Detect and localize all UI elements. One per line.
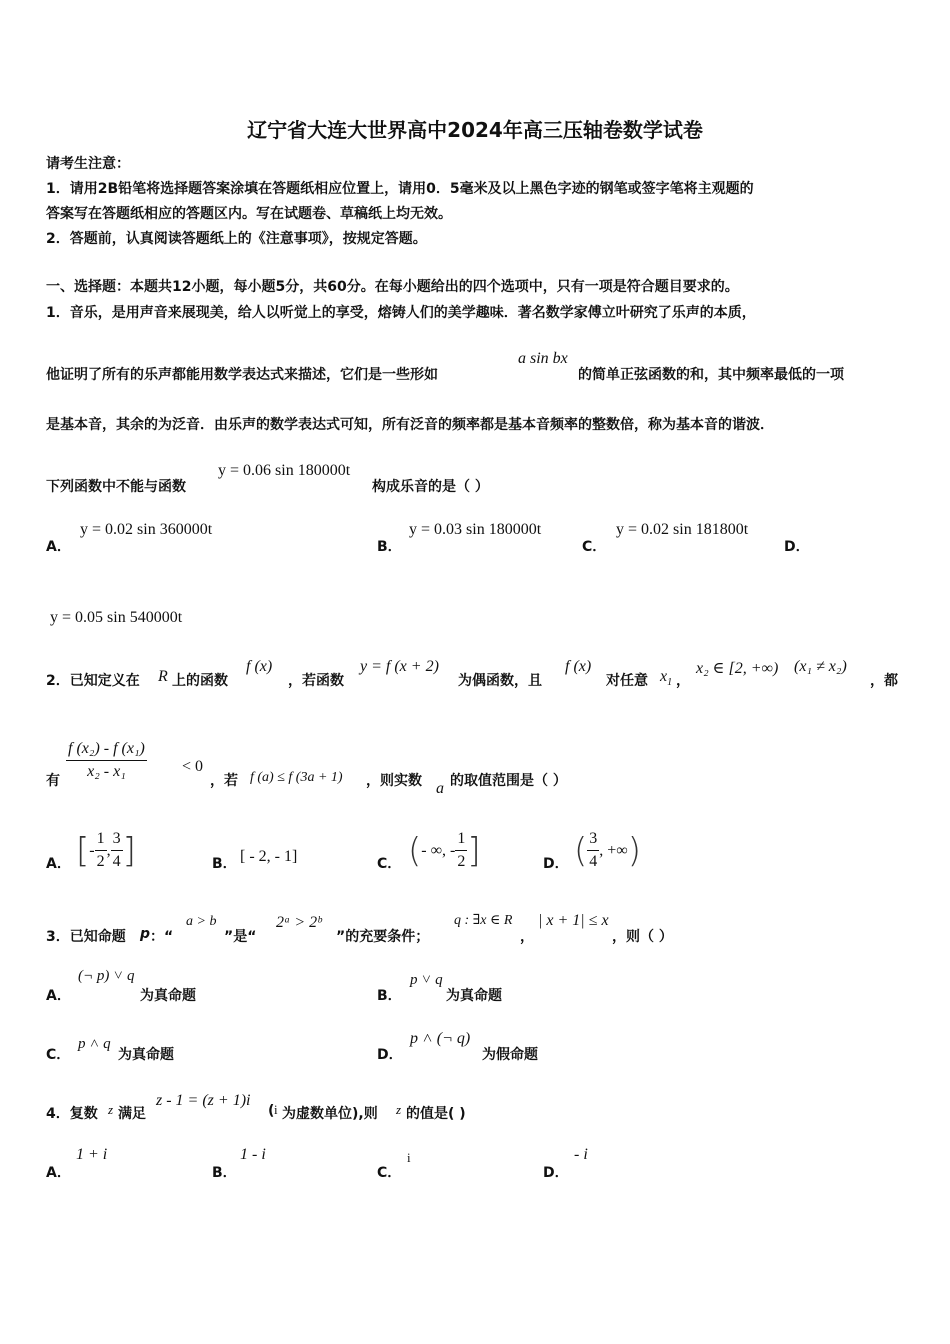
q3-a-gt-b: a > b [186, 914, 217, 929]
q1-option-c-label: C． [582, 539, 607, 555]
q4-t2: 满足 [118, 1106, 146, 1122]
q2-ineq: f (a) ≤ f (3a + 1) [250, 770, 343, 785]
q2-a: a [436, 780, 444, 797]
q4-option-b-expr: 1 - i [240, 1146, 266, 1163]
q3-option-d-label: D． [377, 1047, 403, 1063]
q4-option-d-expr: - i [574, 1146, 588, 1163]
q3-option-c-expr: p ˄ q [78, 1036, 111, 1052]
q2-option-b-expr: [ - 2, - 1] [240, 848, 298, 865]
q1-formula-asin: a sin bx [518, 350, 568, 367]
notice-heading: 请考生注意： [46, 156, 130, 172]
q4-equation: z - 1 = (z + 1)i [156, 1092, 251, 1109]
q2-t3: ，若函数 [288, 673, 344, 689]
q2-t2: 上的函数 [172, 673, 228, 689]
q1-line-2b: 的简单正弦函数的和，其中频率最低的一项 [578, 367, 844, 383]
q2-R: R [158, 668, 168, 685]
q2-t9: ，则实数 [366, 773, 422, 789]
q2-t5: 对任意 [606, 673, 648, 689]
q4-option-d-label: D． [543, 1165, 569, 1181]
q1-line-4b: 构成乐音的是（ ） [372, 479, 489, 495]
q1-option-a-expr: y = 0.02 sin 360000t [80, 521, 213, 538]
q3-option-b-label: B． [377, 988, 402, 1004]
q4-option-a-expr: 1 + i [76, 1146, 108, 1163]
q4-t1: 4．复数 [46, 1106, 98, 1122]
q3-t1: 3．已知命题 [46, 929, 126, 945]
q3-q: q : ∃x ∈ R [454, 913, 513, 928]
q4-i: i [274, 1102, 278, 1117]
q4-t3: ( [268, 1103, 275, 1119]
q3-t4: ”的充要条件； [336, 929, 430, 945]
q3-option-b-text: 为真命题 [446, 988, 502, 1004]
q3-p: p [140, 926, 151, 942]
q4-option-c-label: C． [377, 1165, 402, 1181]
q4-z: z [108, 1102, 114, 1117]
q3-t3: ”是“ [224, 929, 257, 945]
q3-abs: | x + 1| ≤ x [538, 912, 609, 929]
q2-fx: f (x) [246, 658, 273, 675]
q2-x1: $x_1$ [660, 668, 673, 689]
q2-lt0: < 0 [182, 758, 204, 775]
q2-t8: ，若 [210, 773, 238, 789]
q2-t10: 的取值范围是（ ） [450, 773, 567, 789]
q3-option-d-expr: p ˄ (¬ q) [410, 1030, 471, 1047]
q3-pow: 2ᵃ > 2ᵇ [276, 914, 322, 931]
q3-option-c-text: 为真命题 [118, 1047, 174, 1063]
q1-option-a-label: A． [46, 539, 71, 555]
notice-line-2: 2．答题前，认真阅读答题纸上的《注意事项》，按规定答题。 [46, 231, 427, 247]
q4-option-b-label: B． [212, 1165, 237, 1181]
q2-x2-set: x₂ ∈ [2, +∞) [696, 660, 779, 677]
q1-line-1: 1．音乐，是用声音来展现美，给人以听觉上的享受，熔铸人们的美学趣味．著名数学家傅立叶研究了乐声的本质， [46, 305, 756, 321]
q2-t1: 2．已知定义在 [46, 673, 140, 689]
q1-line-4a: 下列函数中不能与函数 [46, 479, 186, 495]
q2-option-a-label: A． [46, 856, 71, 872]
q1-formula-main: y = 0.06 sin 180000t [218, 462, 351, 479]
q2-comma: ， [676, 673, 690, 689]
q3-option-b-expr: p ˅ q [410, 972, 443, 988]
q4-t5: 的值是( ) [406, 1106, 466, 1122]
q1-option-d-expr: y = 0.05 sin 540000t [50, 609, 183, 626]
q2-option-c-label: C． [377, 856, 402, 872]
q2-option-b-label: B． [212, 856, 237, 872]
q3-option-c-label: C． [46, 1047, 71, 1063]
q2-yfx2: y = f (x + 2) [360, 658, 439, 675]
q1-option-b-expr: y = 0.03 sin 180000t [409, 521, 542, 538]
q2-t7: 有 [46, 773, 60, 789]
q3-option-a-label: A． [46, 988, 71, 1004]
notice-line-1b: 答案写在答题纸相应的答题区内。写在试题卷、草稿纸上均无效。 [46, 206, 452, 222]
q1-option-c-expr: y = 0.02 sin 181800t [616, 521, 749, 538]
q2-fraction [66, 740, 147, 781]
q2-fraction-numerator: f (x₂) - f (x₁) [66, 740, 147, 761]
q1-option-b-label: B． [377, 539, 402, 555]
q1-line-2a: 他证明了所有的乐声都能用数学表达式来描述，它们是一些形如 [46, 367, 438, 383]
q2-option-a-expr: [ - $\frac{1}{2}$ , $\frac{3}{4}$ ] [76, 830, 136, 871]
q3-comma: ， [520, 929, 534, 945]
q2-option-d-label: D． [543, 856, 569, 872]
q2-neq: (x₁ ≠ x₂) [794, 658, 847, 675]
q4-option-a-label: A． [46, 1165, 71, 1181]
q4-t4: 为虚数单位),则 [282, 1106, 378, 1122]
q2-fx2: f (x) [565, 658, 592, 675]
q3-option-a-text: 为真命题 [140, 988, 196, 1004]
q1-option-d-label: D． [784, 539, 810, 555]
q3-option-d-text: 为假命题 [482, 1047, 538, 1063]
q2-t6: ，都 [870, 673, 898, 689]
notice-line-1a: 1．请用2B铅笔将选择题答案涂填在答题纸相应位置上，请用0．5毫米及以上黑色字迹的钢笔或签字笔将主观题的 [46, 181, 754, 197]
page-title: 辽宁省大连大世界高中2024年高三压轴卷数学试卷 [247, 118, 703, 142]
q3-option-a-expr: (¬ p) ˅ q [78, 968, 135, 984]
section-heading: 一、选择题：本题共12小题，每小题5分，共60分。在每小题给出的四个选项中，只有一项是符合题目要求的。 [46, 279, 739, 295]
q2-fraction-denominator: x₂ - x₁ [87, 763, 126, 780]
q3-t5: ，则（ ） [612, 929, 673, 945]
q3-t2: ：“ [150, 929, 174, 945]
q2-option-d-expr: ( $\frac{3}{4}$ , +∞ ) [574, 830, 641, 871]
q2-option-c-expr: ( - ∞, - $\frac{1}{2}$ ] [408, 830, 481, 871]
q4-z2: z [396, 1102, 402, 1117]
q2-t4: 为偶函数，且 [458, 673, 542, 689]
q1-line-3: 是基本音，其余的为泛音．由乐声的数学表达式可知，所有泛音的频率都是基本音频率的整数倍，称为基本音的谐波． [46, 417, 774, 433]
q4-option-c-expr: i [407, 1150, 411, 1165]
